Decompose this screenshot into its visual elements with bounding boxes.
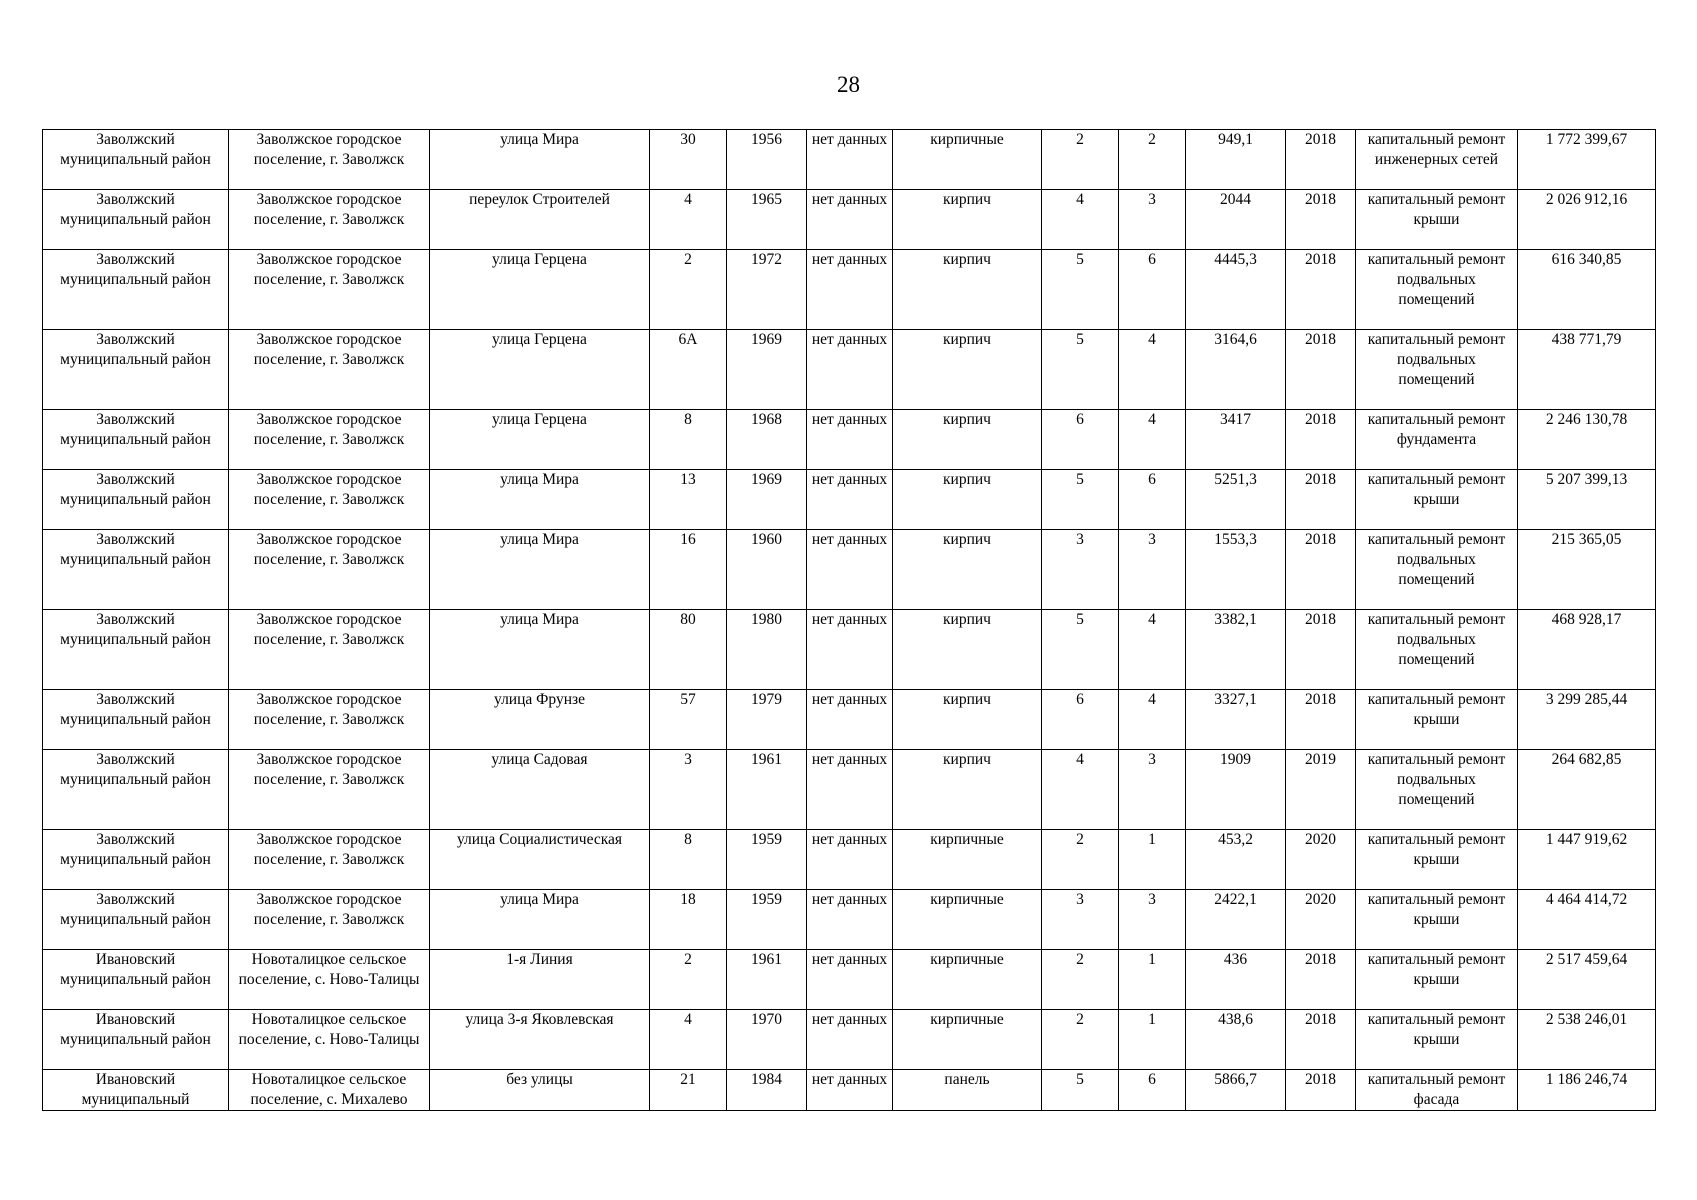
cell-district: Заволжский муниципальный район [43, 410, 229, 470]
cell-floors: 2 [1042, 1010, 1119, 1070]
cell-work: капитальный ремонт фундамента [1356, 410, 1518, 470]
cell-district: Ивановский муниципальный район [43, 950, 229, 1010]
cell-year: 1968 [727, 410, 807, 470]
cell-cost: 3 299 285,44 [1518, 690, 1656, 750]
cell-district: Заволжский муниципальный район [43, 890, 229, 950]
cell-cost: 2 538 246,01 [1518, 1010, 1656, 1070]
cell-district: Заволжский муниципальный район [43, 690, 229, 750]
cell-entrances: 3 [1119, 750, 1186, 830]
cell-material: кирпич [893, 610, 1042, 690]
cell-street: улица Социалистическая [430, 830, 650, 890]
cell-work: капитальный ремонт крыши [1356, 890, 1518, 950]
cell-cost: 264 682,85 [1518, 750, 1656, 830]
cell-year: 1970 [727, 1010, 807, 1070]
cell-work: капитальный ремонт крыши [1356, 1010, 1518, 1070]
cell-settlement: Заволжское городское поселение, г. Заволжск [229, 830, 430, 890]
cell-cost: 616 340,85 [1518, 250, 1656, 330]
cell-cost: 5 207 399,13 [1518, 470, 1656, 530]
cell-material: панель [893, 1070, 1042, 1111]
cell-col6: нет данных [807, 830, 893, 890]
cell-district: Заволжский муниципальный район [43, 830, 229, 890]
cell-plan-year: 2020 [1286, 890, 1356, 950]
cell-plan-year: 2018 [1286, 470, 1356, 530]
cell-settlement: Заволжское городское поселение, г. Заволжск [229, 690, 430, 750]
cell-district: Заволжский муниципальный район [43, 750, 229, 830]
cell-col6: нет данных [807, 130, 893, 190]
cell-entrances: 2 [1119, 130, 1186, 190]
cell-col6: нет данных [807, 330, 893, 410]
cell-settlement: Заволжское городское поселение, г. Заволжск [229, 890, 430, 950]
cell-plan-year: 2018 [1286, 530, 1356, 610]
cell-street: улица Герцена [430, 410, 650, 470]
cell-house: 18 [650, 890, 727, 950]
cell-col6: нет данных [807, 750, 893, 830]
cell-cost: 468 928,17 [1518, 610, 1656, 690]
cell-work: капитальный ремонт крыши [1356, 470, 1518, 530]
cell-col6: нет данных [807, 690, 893, 750]
cell-district: Заволжский муниципальный район [43, 190, 229, 250]
cell-area: 5866,7 [1186, 1070, 1286, 1111]
page-number: 28 [837, 72, 860, 97]
cell-street: улица Мира [430, 530, 650, 610]
cell-col6: нет данных [807, 1070, 893, 1111]
cell-work: капитальный ремонт подвальных помещений [1356, 530, 1518, 610]
cell-area: 2422,1 [1186, 890, 1286, 950]
cell-cost: 1 447 919,62 [1518, 830, 1656, 890]
cell-entrances: 3 [1119, 190, 1186, 250]
cell-house: 16 [650, 530, 727, 610]
table-row [43, 470, 1656, 530]
cell-plan-year: 2018 [1286, 250, 1356, 330]
cell-entrances: 4 [1119, 410, 1186, 470]
cell-floors: 5 [1042, 470, 1119, 530]
cell-year: 1961 [727, 750, 807, 830]
cell-district: Ивановский муниципальный район [43, 1010, 229, 1070]
cell-street: 1-я Линия [430, 950, 650, 1010]
cell-work: капитальный ремонт крыши [1356, 190, 1518, 250]
cell-district: Заволжский муниципальный район [43, 470, 229, 530]
cell-floors: 2 [1042, 830, 1119, 890]
cell-street: улица Мира [430, 470, 650, 530]
cell-col6: нет данных [807, 890, 893, 950]
cell-district: Заволжский муниципальный район [43, 530, 229, 610]
cell-settlement: Новоталицкое сельское поселение, с. Михалево [229, 1070, 430, 1111]
cell-area: 438,6 [1186, 1010, 1286, 1070]
cell-entrances: 4 [1119, 610, 1186, 690]
cell-year: 1959 [727, 830, 807, 890]
cell-area: 4445,3 [1186, 250, 1286, 330]
cell-entrances: 1 [1119, 830, 1186, 890]
cell-street: без улицы [430, 1070, 650, 1111]
cell-area: 949,1 [1186, 130, 1286, 190]
cell-material: кирпичные [893, 830, 1042, 890]
cell-house: 80 [650, 610, 727, 690]
housing-register-table [42, 129, 1656, 1111]
cell-work: капитальный ремонт крыши [1356, 830, 1518, 890]
cell-street: улица Герцена [430, 330, 650, 410]
table-row [43, 690, 1656, 750]
cell-col6: нет данных [807, 410, 893, 470]
cell-floors: 5 [1042, 1070, 1119, 1111]
cell-year: 1961 [727, 950, 807, 1010]
cell-floors: 2 [1042, 950, 1119, 1010]
cell-area: 436 [1186, 950, 1286, 1010]
cell-plan-year: 2018 [1286, 330, 1356, 410]
cell-floors: 5 [1042, 610, 1119, 690]
cell-area: 2044 [1186, 190, 1286, 250]
cell-year: 1960 [727, 530, 807, 610]
cell-settlement: Заволжское городское поселение, г. Заволжск [229, 610, 430, 690]
cell-entrances: 1 [1119, 1010, 1186, 1070]
cell-settlement: Заволжское городское поселение, г. Заволжск [229, 250, 430, 330]
cell-cost: 438 771,79 [1518, 330, 1656, 410]
cell-plan-year: 2018 [1286, 190, 1356, 250]
cell-year: 1969 [727, 330, 807, 410]
cell-street: улица 3-я Яковлевская [430, 1010, 650, 1070]
cell-work: капитальный ремонт подвальных помещений [1356, 250, 1518, 330]
cell-street: улица Мира [430, 890, 650, 950]
cell-year: 1972 [727, 250, 807, 330]
cell-house: 4 [650, 190, 727, 250]
cell-cost: 2 246 130,78 [1518, 410, 1656, 470]
cell-entrances: 6 [1119, 470, 1186, 530]
cell-settlement: Заволжское городское поселение, г. Заволжск [229, 410, 430, 470]
cell-material: кирпич [893, 190, 1042, 250]
cell-material: кирпичные [893, 1010, 1042, 1070]
cell-house: 6А [650, 330, 727, 410]
table-row [43, 1070, 1656, 1111]
cell-settlement: Заволжское городское поселение, г. Заволжск [229, 470, 430, 530]
cell-cost: 4 464 414,72 [1518, 890, 1656, 950]
cell-settlement: Новоталицкое сельское поселение, с. Ново-Талицы [229, 950, 430, 1010]
table-row [43, 250, 1656, 330]
cell-year: 1959 [727, 890, 807, 950]
cell-district: Заволжский муниципальный район [43, 250, 229, 330]
cell-floors: 6 [1042, 690, 1119, 750]
cell-floors: 4 [1042, 190, 1119, 250]
cell-floors: 2 [1042, 130, 1119, 190]
cell-year: 1984 [727, 1070, 807, 1111]
cell-work: капитальный ремонт крыши [1356, 950, 1518, 1010]
cell-area: 5251,3 [1186, 470, 1286, 530]
cell-floors: 3 [1042, 890, 1119, 950]
cell-entrances: 4 [1119, 330, 1186, 410]
cell-settlement: Заволжское городское поселение, г. Заволжск [229, 130, 430, 190]
cell-plan-year: 2019 [1286, 750, 1356, 830]
cell-entrances: 3 [1119, 890, 1186, 950]
cell-area: 453,2 [1186, 830, 1286, 890]
cell-col6: нет данных [807, 950, 893, 1010]
cell-plan-year: 2018 [1286, 130, 1356, 190]
cell-settlement: Новоталицкое сельское поселение, с. Ново-Талицы [229, 1010, 430, 1070]
table-row [43, 890, 1656, 950]
cell-col6: нет данных [807, 250, 893, 330]
cell-area: 1909 [1186, 750, 1286, 830]
cell-material: кирпич [893, 410, 1042, 470]
cell-material: кирпичные [893, 130, 1042, 190]
cell-area: 3164,6 [1186, 330, 1286, 410]
table-row [43, 750, 1656, 830]
cell-work: капитальный ремонт фасада [1356, 1070, 1518, 1111]
cell-plan-year: 2018 [1286, 950, 1356, 1010]
cell-district: Ивановский муниципальный [43, 1070, 229, 1111]
table-row [43, 330, 1656, 410]
cell-house: 4 [650, 1010, 727, 1070]
cell-material: кирпич [893, 470, 1042, 530]
cell-entrances: 6 [1119, 250, 1186, 330]
cell-year: 1956 [727, 130, 807, 190]
cell-material: кирпич [893, 690, 1042, 750]
cell-district: Заволжский муниципальный район [43, 330, 229, 410]
cell-floors: 6 [1042, 410, 1119, 470]
cell-house: 21 [650, 1070, 727, 1111]
cell-area: 3417 [1186, 410, 1286, 470]
cell-plan-year: 2018 [1286, 410, 1356, 470]
table-row [43, 950, 1656, 1010]
cell-work: капитальный ремонт подвальных помещений [1356, 330, 1518, 410]
cell-cost: 215 365,05 [1518, 530, 1656, 610]
cell-floors: 5 [1042, 330, 1119, 410]
table-row [43, 610, 1656, 690]
cell-floors: 3 [1042, 530, 1119, 610]
table-body [43, 130, 1656, 1111]
cell-district: Заволжский муниципальный район [43, 130, 229, 190]
cell-entrances: 3 [1119, 530, 1186, 610]
cell-plan-year: 2018 [1286, 1010, 1356, 1070]
cell-material: кирпич [893, 530, 1042, 610]
cell-house: 8 [650, 410, 727, 470]
cell-work: капитальный ремонт крыши [1356, 690, 1518, 750]
cell-plan-year: 2018 [1286, 610, 1356, 690]
cell-house: 2 [650, 950, 727, 1010]
cell-material: кирпич [893, 750, 1042, 830]
cell-street: улица Садовая [430, 750, 650, 830]
cell-cost: 1 772 399,67 [1518, 130, 1656, 190]
cell-house: 3 [650, 750, 727, 830]
cell-street: улица Герцена [430, 250, 650, 330]
cell-street: улица Мира [430, 130, 650, 190]
cell-floors: 5 [1042, 250, 1119, 330]
cell-year: 1980 [727, 610, 807, 690]
cell-area: 3327,1 [1186, 690, 1286, 750]
cell-material: кирпич [893, 330, 1042, 410]
cell-house: 13 [650, 470, 727, 530]
table-row [43, 190, 1656, 250]
cell-floors: 4 [1042, 750, 1119, 830]
table-row [43, 830, 1656, 890]
table-row [43, 1010, 1656, 1070]
cell-settlement: Заволжское городское поселение, г. Заволжск [229, 190, 430, 250]
table-row [43, 130, 1656, 190]
cell-work: капитальный ремонт инженерных сетей [1356, 130, 1518, 190]
cell-col6: нет данных [807, 190, 893, 250]
cell-cost: 1 186 246,74 [1518, 1070, 1656, 1111]
cell-house: 8 [650, 830, 727, 890]
cell-street: переулок Строителей [430, 190, 650, 250]
cell-street: улица Мира [430, 610, 650, 690]
cell-settlement: Заволжское городское поселение, г. Заволжск [229, 530, 430, 610]
table-row [43, 410, 1656, 470]
cell-entrances: 4 [1119, 690, 1186, 750]
cell-area: 3382,1 [1186, 610, 1286, 690]
cell-house: 30 [650, 130, 727, 190]
cell-house: 2 [650, 250, 727, 330]
cell-area: 1553,3 [1186, 530, 1286, 610]
cell-plan-year: 2020 [1286, 830, 1356, 890]
cell-entrances: 1 [1119, 950, 1186, 1010]
cell-col6: нет данных [807, 470, 893, 530]
cell-year: 1965 [727, 190, 807, 250]
cell-entrances: 6 [1119, 1070, 1186, 1111]
cell-settlement: Заволжское городское поселение, г. Заволжск [229, 750, 430, 830]
cell-col6: нет данных [807, 610, 893, 690]
cell-house: 57 [650, 690, 727, 750]
cell-plan-year: 2018 [1286, 690, 1356, 750]
cell-material: кирпичные [893, 950, 1042, 1010]
cell-year: 1979 [727, 690, 807, 750]
cell-col6: нет данных [807, 530, 893, 610]
cell-work: капитальный ремонт подвальных помещений [1356, 610, 1518, 690]
cell-cost: 2 026 912,16 [1518, 190, 1656, 250]
table-row [43, 530, 1656, 610]
cell-cost: 2 517 459,64 [1518, 950, 1656, 1010]
cell-year: 1969 [727, 470, 807, 530]
cell-work: капитальный ремонт подвальных помещений [1356, 750, 1518, 830]
cell-material: кирпичные [893, 890, 1042, 950]
cell-material: кирпич [893, 250, 1042, 330]
cell-settlement: Заволжское городское поселение, г. Заволжск [229, 330, 430, 410]
cell-district: Заволжский муниципальный район [43, 610, 229, 690]
cell-street: улица Фрунзе [430, 690, 650, 750]
cell-plan-year: 2018 [1286, 1070, 1356, 1111]
cell-col6: нет данных [807, 1010, 893, 1070]
